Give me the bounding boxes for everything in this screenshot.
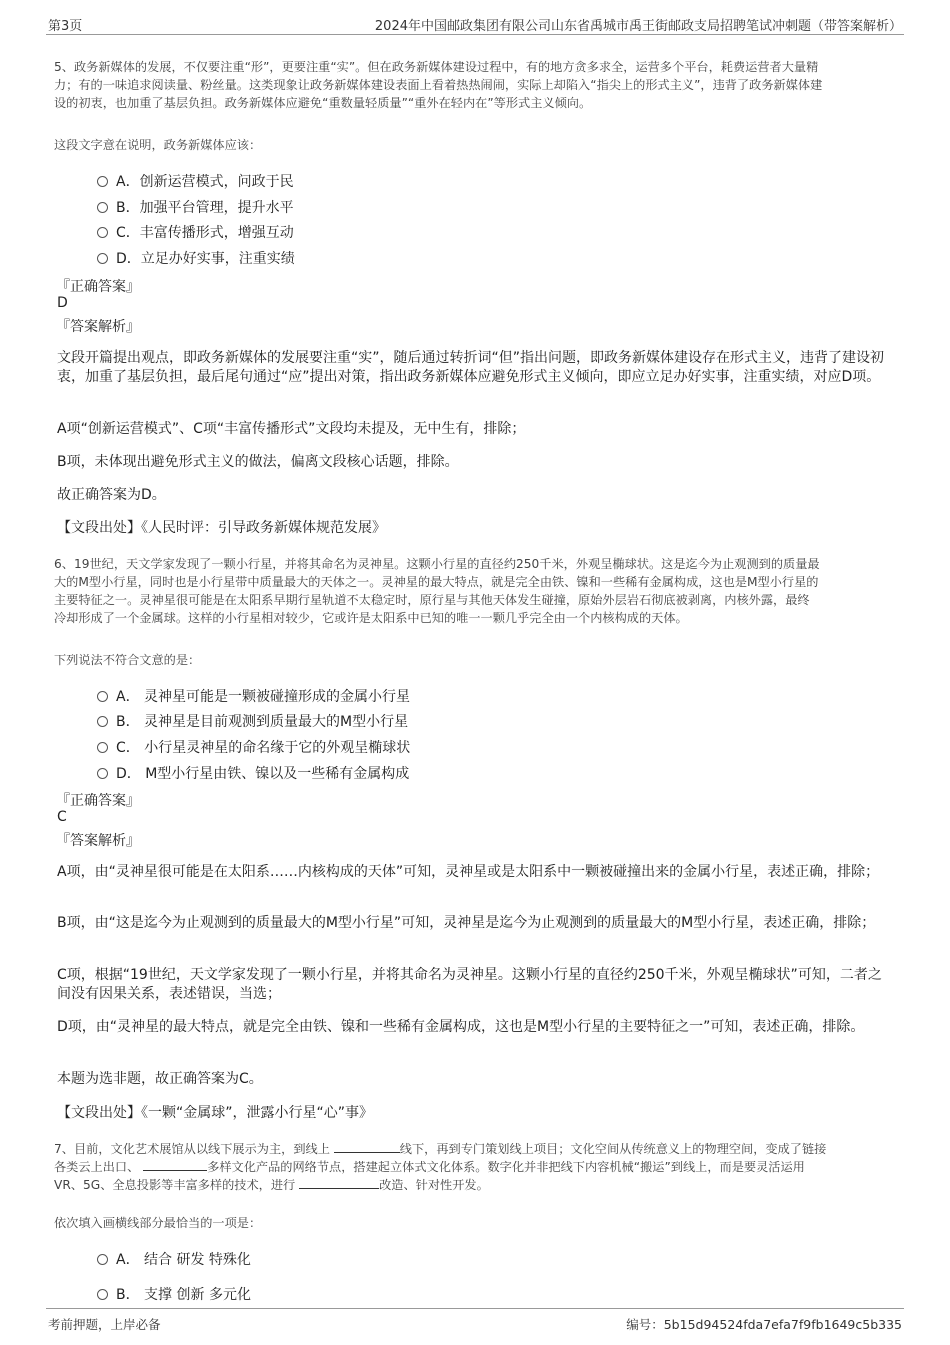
q6-analysis-para: A项，由“灵神星很可能是在太阳系……内核构成的天体”可知，灵神星或是太阳系中一颗被碰撞出来的金属小行星，表述正确，排除； xyxy=(57,864,880,880)
q5-analysis-para: 故正确答案为D。 xyxy=(57,487,166,503)
radio-icon[interactable] xyxy=(97,253,108,264)
q7-text: 多样文化产品的网络节点，搭建起立体式文化体系。数字化并非把线下内容机械“搬运”到线上，而是要灵活运用 xyxy=(207,1160,805,1174)
radio-icon[interactable] xyxy=(97,742,108,753)
radio-icon[interactable] xyxy=(97,227,108,238)
q6-option-c-label: C． 小行星灵神星的命名缘于它的外观呈椭球状 xyxy=(116,740,411,756)
q6-line: 冷却形成了一个金属球。这样的小行星相对较少，它或许是太阳系中已知的唯一一颗几乎完全由一个内核构成的天体。 xyxy=(54,611,688,625)
radio-icon[interactable] xyxy=(97,1289,108,1300)
q5-line: 5、政务新媒体的发展，不仅要注重“形”，更要注重“实”。但在政务新媒体建设过程中，有的地方贪多求全，运营多个平台，耗费运营者大量精 xyxy=(54,60,819,74)
q6-analysis-para: C项，根据“19世纪，天文学家发现了一颗小行星，并将其命名为灵神星。这颗小行星的直径约250千米，外观呈椭球状”可知，二者之间没有因果关系，表述错误，当选； xyxy=(57,967,882,1002)
q6-option-c[interactable] xyxy=(97,737,410,757)
q5-analysis-para: A项“创新运营模式”、C项“丰富传播形式”文段均未提及，无中生有，排除； xyxy=(57,421,526,437)
q7-line xyxy=(54,1176,904,1194)
q7-line xyxy=(54,1140,904,1158)
q7-option-b[interactable] xyxy=(97,1284,251,1304)
q7-line xyxy=(54,1158,904,1176)
q7-text: 改造、针对性开发。 xyxy=(379,1178,489,1192)
q6-answer-label: 『正确答案』 xyxy=(56,793,140,809)
fill-blank-2[interactable] xyxy=(143,1158,207,1171)
radio-icon[interactable] xyxy=(97,768,108,779)
footer-slogan: 考前押题，上岸必备 xyxy=(48,1317,161,1332)
q5-option-d[interactable] xyxy=(97,248,295,268)
q6-answer: C xyxy=(57,809,67,825)
q5-analysis-label: 『答案解析』 xyxy=(56,319,140,335)
radio-icon[interactable] xyxy=(97,176,108,187)
q7-question: 依次填入画横线部分最恰当的一项是： xyxy=(54,1216,262,1230)
q5-line: 力；有的一味追求阅读量、粉丝量。这类现象让政务新媒体建设表面上看着热热闹闹，实际上却陷入“指尖上的形式主义”，违背了政务新媒体建 xyxy=(54,78,823,92)
q5-option-b-label: B．加强平台管理，提升水平 xyxy=(116,200,294,216)
q5-option-d-label: D．立足办好实事，注重实绩 xyxy=(116,251,295,267)
q6-analysis-para: B项，由“这是迄今为止观测到的质量最大的M型小行星”可知，灵神星是迄今为止观测到的质量最大的M型小行星，表述正确，排除； xyxy=(57,915,876,931)
q5-source: 【文段出处】《人民时评：引导政务新媒体规范发展》 xyxy=(57,520,386,536)
q6-option-d[interactable] xyxy=(97,763,409,783)
q7-option-a[interactable] xyxy=(97,1249,251,1269)
q5-option-c[interactable] xyxy=(97,222,294,242)
q6-line: 主要特征之一。灵神星很可能是在太阳系早期行星轨道不太稳定时，原行星与其他天体发生碰撞，原始外层岩石彻底被剥离，内核外露，最终 xyxy=(54,593,810,607)
radio-icon[interactable] xyxy=(97,1254,108,1265)
radio-icon[interactable] xyxy=(97,691,108,702)
fill-blank-3[interactable] xyxy=(299,1176,379,1189)
q5-passage xyxy=(54,58,904,112)
q7-text: 各类云上出口、 xyxy=(54,1160,140,1174)
q6-line: 6、19世纪，天文学家发现了一颗小行星，并将其命名为灵神星。这颗小行星的直径约250千米，外观呈椭球状。这是迄今为止观测到的质量最 xyxy=(54,557,820,571)
page-number: 第3页 xyxy=(48,19,83,34)
q7-text: VR、5G、全息投影等丰富多样的技术，进行 xyxy=(54,1178,296,1192)
q6-option-a-label: A． 灵神星可能是一颗被碰撞形成的金属小行星 xyxy=(116,689,411,705)
q5-option-a-label: A．创新运营模式，问政于民 xyxy=(116,174,294,190)
q6-analysis-label: 『答案解析』 xyxy=(56,833,140,849)
q6-option-d-label: D． M型小行星由铁、镍以及一些稀有金属构成 xyxy=(116,766,410,782)
q5-line: 设的初衷，也加重了基层负担。政务新媒体应避免“重数量轻质量”“重外在轻内在”等形式主义倾向。 xyxy=(54,96,592,110)
q5-question: 这段文字意在说明，政务新媒体应该： xyxy=(54,138,262,152)
q6-analysis-para: 本题为选非题，故正确答案为C。 xyxy=(57,1071,263,1087)
q6-question: 下列说法不符合文意的是： xyxy=(54,653,201,667)
q7-option-b-label: B． 支撑 创新 多元化 xyxy=(116,1287,251,1303)
q7-text: 7、目前，文化艺术展馆从以线下展示为主，到线上 xyxy=(54,1142,330,1156)
q5-option-a[interactable] xyxy=(97,171,294,191)
q6-source: 【文段出处】《一颗“金属球”，泄露小行星“心”事》 xyxy=(57,1105,374,1121)
q7-text: 线下，再到专门策划线上项目；文化空间从传统意义上的物理空间，变成了链接 xyxy=(399,1142,827,1156)
q5-option-b[interactable] xyxy=(97,197,294,217)
q5-option-c-label: C．丰富传播形式，增强互动 xyxy=(116,225,294,241)
page-header xyxy=(46,12,904,35)
q7-passage xyxy=(54,1140,904,1194)
q5-analysis-para: 文段开篇提出观点，即政务新媒体的发展要注重“实”，随后通过转折词“但”指出问题，即政务新媒体建设存在形式主义，违背了建设初衷，加重了基层负担，最后尾句通过“应”提出对策，指出政务新媒体应避免形式主义倾向，即应立足办好实事，注重实绩，对应D项。 xyxy=(57,350,885,385)
document-title: 2024年中国邮政集团有限公司山东省禹城市禹王街邮政支局招聘笔试冲刺题（带答案解析） xyxy=(374,19,902,34)
radio-icon[interactable] xyxy=(97,202,108,213)
q5-answer-label: 『正确答案』 xyxy=(56,279,140,295)
q7-option-a-label: A． 结合 研发 特殊化 xyxy=(116,1252,251,1268)
q5-answer: D xyxy=(57,295,68,311)
page-footer xyxy=(46,1308,904,1335)
q6-analysis-para: D项，由“灵神星的最大特点，就是完全由铁、镍和一些稀有金属构成，这也是M型小行星的主要特征之一”可知，表述正确，排除。 xyxy=(57,1019,865,1035)
q6-line: 大的M型小行星，同时也是小行星带中质量最大的天体之一。灵神星的最大特点，就是完全由铁、镍和一些稀有金属构成，这也是M型小行星的 xyxy=(54,575,819,589)
q6-option-b-label: B． 灵神星是目前观测到质量最大的M型小行星 xyxy=(116,714,409,730)
q6-option-b[interactable] xyxy=(97,711,408,731)
q6-option-a[interactable] xyxy=(97,686,410,706)
fill-blank-1[interactable] xyxy=(334,1140,400,1153)
q6-passage xyxy=(54,555,904,627)
radio-icon[interactable] xyxy=(97,716,108,727)
q5-analysis-para: B项，未体现出避免形式主义的做法，偏离文段核心话题，排除。 xyxy=(57,454,459,470)
document-id: 编号：5b15d94524fda7efa7f9fb1649c5b335 xyxy=(626,1317,902,1332)
